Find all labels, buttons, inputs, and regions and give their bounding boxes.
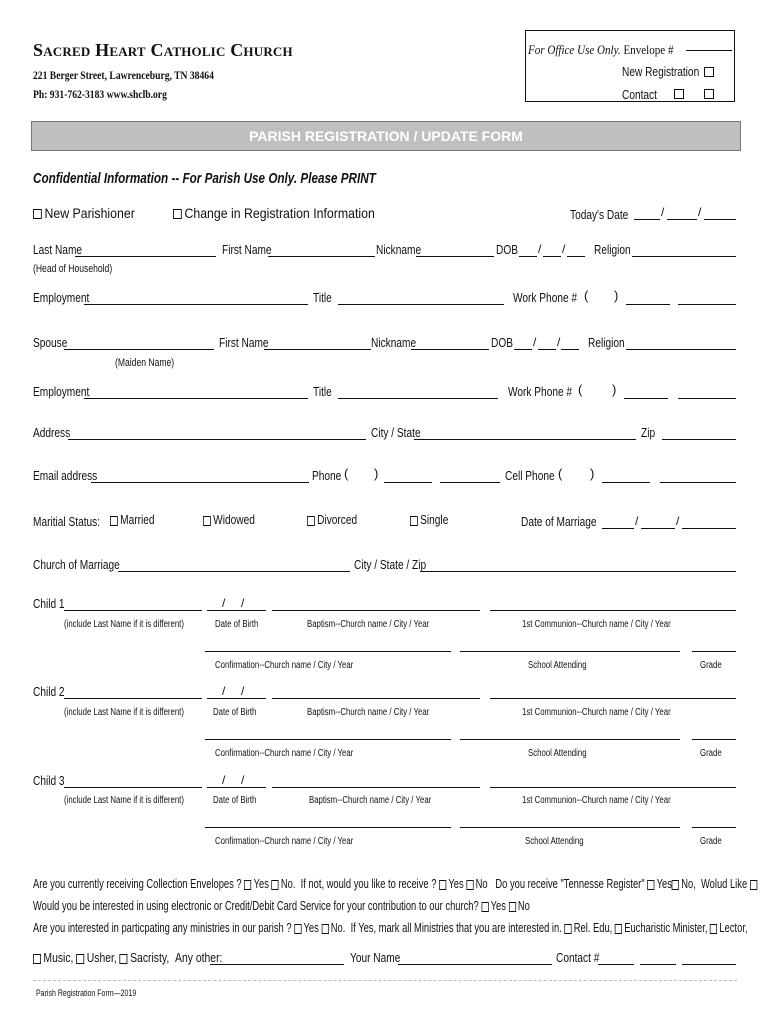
child-2-grade-label: Grade xyxy=(700,748,722,759)
lector-checkbox[interactable] xyxy=(710,924,717,934)
q4-yes-checkbox[interactable] xyxy=(294,924,301,934)
divorced-checkbox[interactable] xyxy=(307,516,315,526)
q1b-no-checkbox[interactable] xyxy=(466,880,473,890)
married-label: Married xyxy=(120,512,155,527)
q1b-no-label: No xyxy=(475,876,488,891)
child-3-baptism-field[interactable] xyxy=(272,787,480,788)
sacristy-checkbox[interactable] xyxy=(120,954,128,964)
q3-label: Would you be interested in using electronic or Credit/Debit Card Service for your contribution to our church? xyxy=(33,898,479,913)
first-name-field[interactable] xyxy=(268,256,375,257)
dob-year[interactable] xyxy=(567,256,585,257)
spouse-religion-field[interactable] xyxy=(626,349,736,350)
child-2-dob-label: Date of Birth xyxy=(213,707,257,718)
child-1-school-label: School Attending xyxy=(528,660,587,671)
music-label: Music, xyxy=(43,950,74,965)
child-1-dob-field[interactable] xyxy=(207,610,266,611)
work-phone-label: Work Phone # xyxy=(513,290,578,305)
child-3-dob-label: Date of Birth xyxy=(213,795,257,806)
child-2-confirmation-label: Confirmation--Church name / City / Year xyxy=(215,748,354,759)
child-2-grade-field[interactable] xyxy=(692,739,736,740)
spouse-dob-day[interactable] xyxy=(538,349,556,350)
cell-phone-label: Cell Phone xyxy=(505,468,555,483)
phone-label: Phone xyxy=(312,468,342,483)
eucharistic-label: Eucharistic Minister, xyxy=(624,920,708,935)
child-3-communion-field[interactable] xyxy=(490,787,736,788)
q4-yes-label: Yes xyxy=(303,920,319,935)
contact-checkbox-1[interactable] xyxy=(674,89,684,99)
child-2-baptism-label: Baptism--Church name / City / Year xyxy=(307,707,430,718)
divorced-option[interactable] xyxy=(307,512,357,527)
q3-no-label: No xyxy=(517,898,530,913)
spouse-title-field[interactable] xyxy=(338,398,498,399)
spouse-first-name-label: First Name xyxy=(219,335,269,350)
your-name-label: Your Name xyxy=(350,950,401,965)
your-name-field[interactable] xyxy=(398,964,552,965)
work-phone-prefix[interactable] xyxy=(626,304,670,305)
marriage-year[interactable] xyxy=(682,528,736,529)
church-of-marriage-label: Church of Marriage xyxy=(33,557,120,572)
child-1-baptism-field[interactable] xyxy=(272,610,480,611)
child-1-label: Child 1 xyxy=(33,596,65,611)
contact-label: Contact xyxy=(622,87,657,102)
married-checkbox[interactable] xyxy=(110,516,118,526)
child-1-name-field[interactable] xyxy=(64,610,202,611)
sacristy-label: Sacristy, xyxy=(130,950,170,965)
child-2-name-field[interactable] xyxy=(64,698,202,699)
q1-no-label: No. xyxy=(280,876,296,891)
new-parishioner-option[interactable] xyxy=(33,205,135,221)
divorced-label: Divorced xyxy=(317,512,358,527)
date-of-marriage-label: Date of Marriage xyxy=(521,514,597,529)
change-info-label: Change in Registration Information xyxy=(184,205,375,221)
head-of-household-note: (Head of Household) xyxy=(33,263,113,275)
child-1-communion-field[interactable] xyxy=(490,610,736,611)
marriage-day[interactable] xyxy=(641,528,675,529)
q1b-yes-checkbox[interactable] xyxy=(439,880,446,890)
question-electronic-row xyxy=(33,898,530,913)
child-3-communion-label: 1st Communion--Church name / City / Year xyxy=(522,795,671,806)
single-option[interactable] xyxy=(410,512,448,527)
child-3-school-label: School Attending xyxy=(525,836,584,847)
q2-no-label: No, xyxy=(681,876,696,891)
nickname-field[interactable] xyxy=(416,256,494,257)
q1-yes-checkbox[interactable] xyxy=(244,880,251,890)
spouse-work-phone-number[interactable] xyxy=(678,398,736,399)
religion-field[interactable] xyxy=(632,256,736,257)
child-2-school-field[interactable] xyxy=(460,739,680,740)
change-info-option[interactable] xyxy=(173,205,375,221)
q4-label: Are you interested in particpating any ministries in our parish ? xyxy=(33,920,292,935)
widowed-option[interactable] xyxy=(203,512,255,527)
spouse-work-phone-label: Work Phone # xyxy=(508,384,573,399)
spouse-nickname-label: Nickname xyxy=(371,335,417,350)
spouse-work-phone-prefix[interactable] xyxy=(624,398,668,399)
cell-phone-number[interactable] xyxy=(660,482,736,483)
child-3-confirmation-label: Confirmation--Church name / City / Year xyxy=(215,836,354,847)
q2-label: Do you receive "Tennesse Register" xyxy=(495,876,645,891)
contact-checkbox-2[interactable] xyxy=(704,89,714,99)
office-use-line xyxy=(528,42,673,58)
city-state-field[interactable] xyxy=(414,439,636,440)
spouse-first-name-field[interactable] xyxy=(264,349,371,350)
q2-yes-checkbox[interactable] xyxy=(647,880,654,890)
child-1-grade-field[interactable] xyxy=(692,651,736,652)
eucharistic-checkbox[interactable] xyxy=(615,924,622,934)
church-city-state-zip-field[interactable] xyxy=(420,571,736,572)
child-2-communion-label: 1st Communion--Church name / City / Year xyxy=(522,707,671,718)
q2b-checkbox[interactable] xyxy=(750,880,757,890)
child-3-grade-label: Grade xyxy=(700,836,722,847)
address-field[interactable] xyxy=(68,439,366,440)
child-2-school-label: School Attending xyxy=(528,748,587,759)
nickname-label: Nickname xyxy=(376,242,422,257)
child-3-confirmation-field[interactable] xyxy=(205,827,451,828)
child-1-include-note: (include Last Name if it is different) xyxy=(64,619,184,630)
envelope-field[interactable] xyxy=(686,50,732,51)
contact-number-line[interactable] xyxy=(682,964,736,965)
q2-no-checkbox[interactable] xyxy=(672,880,679,890)
child-2-confirmation-field[interactable] xyxy=(205,739,451,740)
lector-label: Lector, xyxy=(719,920,748,935)
change-info-checkbox[interactable] xyxy=(173,209,182,219)
child-1-grade-label: Grade xyxy=(700,660,722,671)
question-envelopes-row xyxy=(33,876,759,891)
child-1-dob-label: Date of Birth xyxy=(215,619,259,630)
q2-yes-label: Yes xyxy=(656,876,672,891)
phone-number[interactable] xyxy=(440,482,500,483)
dob-month[interactable] xyxy=(519,256,537,257)
child-3-label: Child 3 xyxy=(33,773,65,788)
child-1-communion-label: 1st Communion--Church name / City / Year xyxy=(522,619,671,630)
child-2-include-note: (include Last Name if it is different) xyxy=(64,707,184,718)
spouse-dob-label: DOB xyxy=(491,335,513,350)
q2b-label: Wolud Like xyxy=(701,876,748,891)
child-1-confirmation-label: Confirmation--Church name / City / Year xyxy=(215,660,354,671)
employment-field[interactable] xyxy=(84,304,308,305)
church-address: 221 Berger Street, Lawrenceburg, TN 38464 xyxy=(33,68,214,82)
q3-yes-checkbox[interactable] xyxy=(481,902,488,912)
q1b-yes-label: Yes xyxy=(448,876,464,891)
child-3-baptism-label: Baptism--Church name / City / Year xyxy=(309,795,432,806)
new-registration-label: New Registration xyxy=(622,64,700,79)
confidential-note: Confidential Information -- For Parish Use Only. Please PRINT xyxy=(33,170,376,187)
first-name-label: First Name xyxy=(222,242,272,257)
spouse-employment-label: Employment xyxy=(33,384,90,399)
envelope-label: Envelope # xyxy=(623,42,674,57)
phone-prefix[interactable] xyxy=(384,482,432,483)
todays-date-year[interactable] xyxy=(704,219,736,220)
ministries-row-2 xyxy=(33,950,222,965)
spouse-title-label: Title xyxy=(313,384,332,399)
todays-date-label: Today's Date xyxy=(570,207,629,222)
footer-text: Parish Registration Form—2019 xyxy=(36,988,137,998)
child-1-school-field[interactable] xyxy=(460,651,680,652)
usher-checkbox[interactable] xyxy=(76,954,84,964)
child-1-baptism-label: Baptism--Church name / City / Year xyxy=(307,619,430,630)
child-2-dob-field[interactable] xyxy=(207,698,266,699)
new-registration-checkbox[interactable] xyxy=(704,67,714,77)
church-of-marriage-field[interactable] xyxy=(118,571,350,572)
single-checkbox[interactable] xyxy=(410,516,418,526)
dob-day[interactable] xyxy=(543,256,561,257)
title-field[interactable] xyxy=(338,304,504,305)
email-field[interactable] xyxy=(91,482,309,483)
spouse-religion-label: Religion xyxy=(588,335,625,350)
q1-yes-label: Yes xyxy=(253,876,269,891)
q3-no-checkbox[interactable] xyxy=(509,902,516,912)
contact-number-label: Contact # xyxy=(556,950,600,965)
church-city-state-zip-label: City / State / Zip xyxy=(354,557,427,572)
last-name-label: Last Name xyxy=(33,242,83,257)
contact-number-prefix[interactable] xyxy=(598,964,634,965)
any-other-label: Any other: xyxy=(175,950,223,965)
music-checkbox[interactable] xyxy=(33,954,41,964)
child-2-communion-field[interactable] xyxy=(490,698,736,699)
q4-no-label: No. xyxy=(330,920,346,935)
married-option[interactable] xyxy=(110,512,155,527)
spouse-dob-year[interactable] xyxy=(561,349,579,350)
spouse-nickname-field[interactable] xyxy=(411,349,489,350)
rel-edu-checkbox[interactable] xyxy=(564,924,571,934)
maiden-name-note: (Maiden Name) xyxy=(115,357,175,369)
contact-number-mid[interactable] xyxy=(640,964,676,965)
spouse-label: Spouse xyxy=(33,335,68,350)
address-label: Address xyxy=(33,425,71,440)
new-parishioner-label: New Parishioner xyxy=(44,205,135,221)
any-other-field[interactable] xyxy=(210,964,344,965)
city-state-label: City / State xyxy=(371,425,421,440)
child-2-baptism-field[interactable] xyxy=(272,698,480,699)
child-3-grade-field[interactable] xyxy=(692,827,736,828)
title-label: Title xyxy=(313,290,332,305)
footer-divider xyxy=(33,980,737,981)
office-use-label: For Office Use Only. xyxy=(528,42,621,57)
single-label: Single xyxy=(420,512,449,527)
q4b-label: If Yes, mark all Ministries that you are interested in. xyxy=(350,920,562,935)
spouse-name-field[interactable] xyxy=(64,349,214,350)
q1-no-checkbox[interactable] xyxy=(271,880,278,890)
marital-status-label: Maritial Status: xyxy=(33,514,101,529)
todays-date-month[interactable] xyxy=(634,219,660,220)
email-label: Email address xyxy=(33,468,98,483)
cell-phone-prefix[interactable] xyxy=(602,482,650,483)
child-1-confirmation-field[interactable] xyxy=(205,651,451,652)
rel-edu-label: Rel. Edu, xyxy=(573,920,613,935)
spouse-dob-month[interactable] xyxy=(514,349,532,350)
marriage-month[interactable] xyxy=(602,528,634,529)
spouse-employment-field[interactable] xyxy=(84,398,308,399)
question-ministries-row xyxy=(33,920,748,935)
q3-yes-label: Yes xyxy=(490,898,506,913)
work-phone-number[interactable] xyxy=(678,304,736,305)
new-parishioner-checkbox[interactable] xyxy=(33,209,42,219)
last-name-field[interactable] xyxy=(75,256,216,257)
q4-no-checkbox[interactable] xyxy=(321,924,328,934)
child-3-school-field[interactable] xyxy=(460,827,680,828)
religion-label: Religion xyxy=(594,242,631,257)
widowed-label: Widowed xyxy=(213,512,255,527)
form-banner: PARISH REGISTRATION / UPDATE FORM xyxy=(31,121,741,151)
zip-field[interactable] xyxy=(662,439,736,440)
child-3-include-note: (include Last Name if it is different) xyxy=(64,795,184,806)
employment-label: Employment xyxy=(33,290,90,305)
widowed-checkbox[interactable] xyxy=(203,516,211,526)
q-envelopes-label: Are you currently receiving Collection Envelopes ? xyxy=(33,876,242,891)
zip-label: Zip xyxy=(641,425,656,440)
church-phone-web: Ph: 931-762-3183 www.shclb.org xyxy=(33,87,167,101)
todays-date-day[interactable] xyxy=(667,219,697,220)
church-name: Sacred Heart Catholic Church xyxy=(33,40,293,60)
child-2-label: Child 2 xyxy=(33,684,65,699)
child-3-dob-field[interactable] xyxy=(207,787,266,788)
usher-label: Usher, xyxy=(86,950,117,965)
q1b-label: If not, would you like to receive ? xyxy=(300,876,437,891)
child-3-name-field[interactable] xyxy=(64,787,202,788)
dob-label: DOB xyxy=(496,242,518,257)
